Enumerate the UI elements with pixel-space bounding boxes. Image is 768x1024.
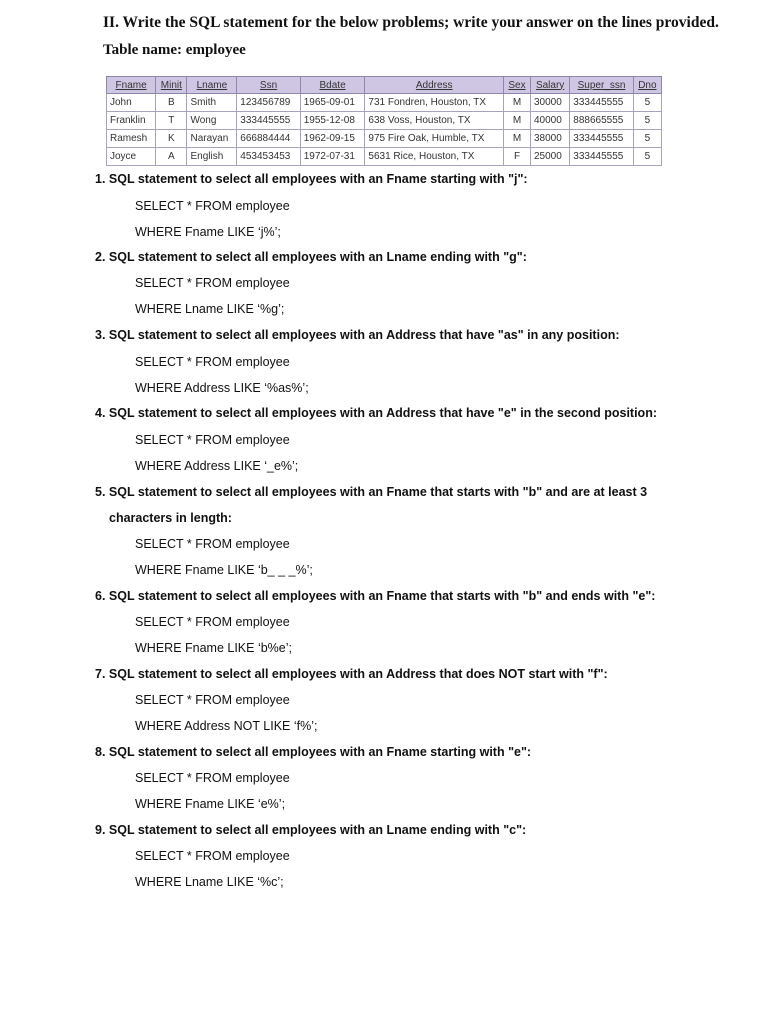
column-header: Super_ssn — [570, 77, 633, 94]
answer-line: SELECT * FROM employee — [135, 537, 290, 551]
table-row — [107, 112, 662, 130]
table-cell: Franklin — [107, 112, 156, 130]
answer-line: SELECT * FROM employee — [135, 199, 290, 213]
answer-line: SELECT * FROM employee — [135, 771, 290, 785]
answer-line: WHERE Lname LIKE ‘%g’; — [135, 302, 285, 316]
table-cell: 333445555 — [570, 94, 633, 112]
question-text: 4. SQL statement to select all employees with an Address that have "e" in the second position: — [95, 406, 657, 420]
table-cell: A — [156, 148, 187, 166]
section-heading: II. Write the SQL statement for the below problems; write your answer on the lines provided. — [103, 14, 719, 31]
question-text: 5. SQL statement to select all employees with an Fname that starts with "b" and are at least 3 — [95, 485, 648, 499]
table-cell: English — [187, 148, 237, 166]
answer-line: SELECT * FROM employee — [135, 355, 290, 369]
column-header: Dno — [633, 77, 661, 94]
question-text: 9. SQL statement to select all employees with an Lname ending with "c": — [95, 823, 527, 837]
answer-line: WHERE Address NOT LIKE ‘f%’; — [135, 719, 318, 733]
table-cell: 1972-07-31 — [300, 148, 365, 166]
table-cell: 731 Fondren, Houston, TX — [365, 94, 504, 112]
table-cell: 1955-12-08 — [300, 112, 365, 130]
table-row — [107, 94, 662, 112]
table-cell: 333445555 — [570, 130, 633, 148]
table-row — [107, 130, 662, 148]
question-text: 2. SQL statement to select all employees with an Lname ending with "g": — [95, 250, 527, 264]
employee-table — [106, 76, 662, 166]
answer-line: SELECT * FROM employee — [135, 433, 290, 447]
answer-line: SELECT * FROM employee — [135, 849, 290, 863]
table-cell: 1962-09-15 — [300, 130, 365, 148]
table-header-row — [107, 77, 662, 94]
table-cell: 975 Fire Oak, Humble, TX — [365, 130, 504, 148]
column-header: Sex — [504, 77, 531, 94]
column-header: Minit — [156, 77, 187, 94]
table-name-label: Table name: employee — [103, 42, 246, 58]
answer-line: WHERE Lname LIKE ‘%c’; — [135, 875, 284, 889]
answer-line: WHERE Fname LIKE ‘j%’; — [135, 225, 281, 239]
column-header: Salary — [530, 77, 569, 94]
answer-line: WHERE Fname LIKE ‘e%’; — [135, 797, 286, 811]
question-text-continued: characters in length: — [109, 511, 232, 525]
table-cell: Smith — [187, 94, 237, 112]
table-row — [107, 148, 662, 166]
column-header: Address — [365, 77, 504, 94]
table-cell: 5 — [633, 148, 661, 166]
answer-line: SELECT * FROM employee — [135, 693, 290, 707]
table-cell: Ramesh — [107, 130, 156, 148]
table-cell: 666884444 — [237, 130, 300, 148]
table-cell: 38000 — [530, 130, 569, 148]
table-cell: 30000 — [530, 94, 569, 112]
table-cell: Joyce — [107, 148, 156, 166]
answer-line: WHERE Fname LIKE ‘b%e’; — [135, 641, 292, 655]
table-cell: 5631 Rice, Houston, TX — [365, 148, 504, 166]
table-cell: 453453453 — [237, 148, 300, 166]
table-cell: Wong — [187, 112, 237, 130]
table-cell: 1965-09-01 — [300, 94, 365, 112]
table-cell: 638 Voss, Houston, TX — [365, 112, 504, 130]
table-cell: 5 — [633, 130, 661, 148]
table-cell: 123456789 — [237, 94, 300, 112]
table-cell: 40000 — [530, 112, 569, 130]
answer-line: WHERE Address LIKE ‘_e%’; — [135, 459, 299, 473]
table-cell: T — [156, 112, 187, 130]
question-text: 7. SQL statement to select all employees with an Address that does NOT start with "f": — [95, 667, 608, 681]
table-cell: 333445555 — [570, 148, 633, 166]
column-header: Ssn — [237, 77, 300, 94]
question-text: 1. SQL statement to select all employees with an Fname starting with "j": — [95, 172, 528, 186]
question-text: 8. SQL statement to select all employees with an Fname starting with "e": — [95, 745, 532, 759]
column-header: Bdate — [300, 77, 365, 94]
table-cell: K — [156, 130, 187, 148]
answer-line: WHERE Address LIKE ‘%as%’; — [135, 381, 309, 395]
question-text: 6. SQL statement to select all employees with an Fname that starts with "b" and ends with "e": — [95, 589, 656, 603]
table-cell: B — [156, 94, 187, 112]
table-cell: 25000 — [530, 148, 569, 166]
answer-line: SELECT * FROM employee — [135, 615, 290, 629]
answer-line: WHERE Fname LIKE ‘b_ _ _%’; — [135, 563, 313, 577]
table-cell: John — [107, 94, 156, 112]
answer-line: SELECT * FROM employee — [135, 276, 290, 290]
table-cell: 5 — [633, 94, 661, 112]
table-cell: 333445555 — [237, 112, 300, 130]
table-cell: M — [504, 130, 531, 148]
table-cell: F — [504, 148, 531, 166]
table-cell: M — [504, 112, 531, 130]
column-header: Fname — [107, 77, 156, 94]
column-header: Lname — [187, 77, 237, 94]
table-cell: 888665555 — [570, 112, 633, 130]
question-text: 3. SQL statement to select all employees with an Address that have "as" in any position: — [95, 328, 620, 342]
table-cell: Narayan — [187, 130, 237, 148]
table-cell: M — [504, 94, 531, 112]
table-cell: 5 — [633, 112, 661, 130]
